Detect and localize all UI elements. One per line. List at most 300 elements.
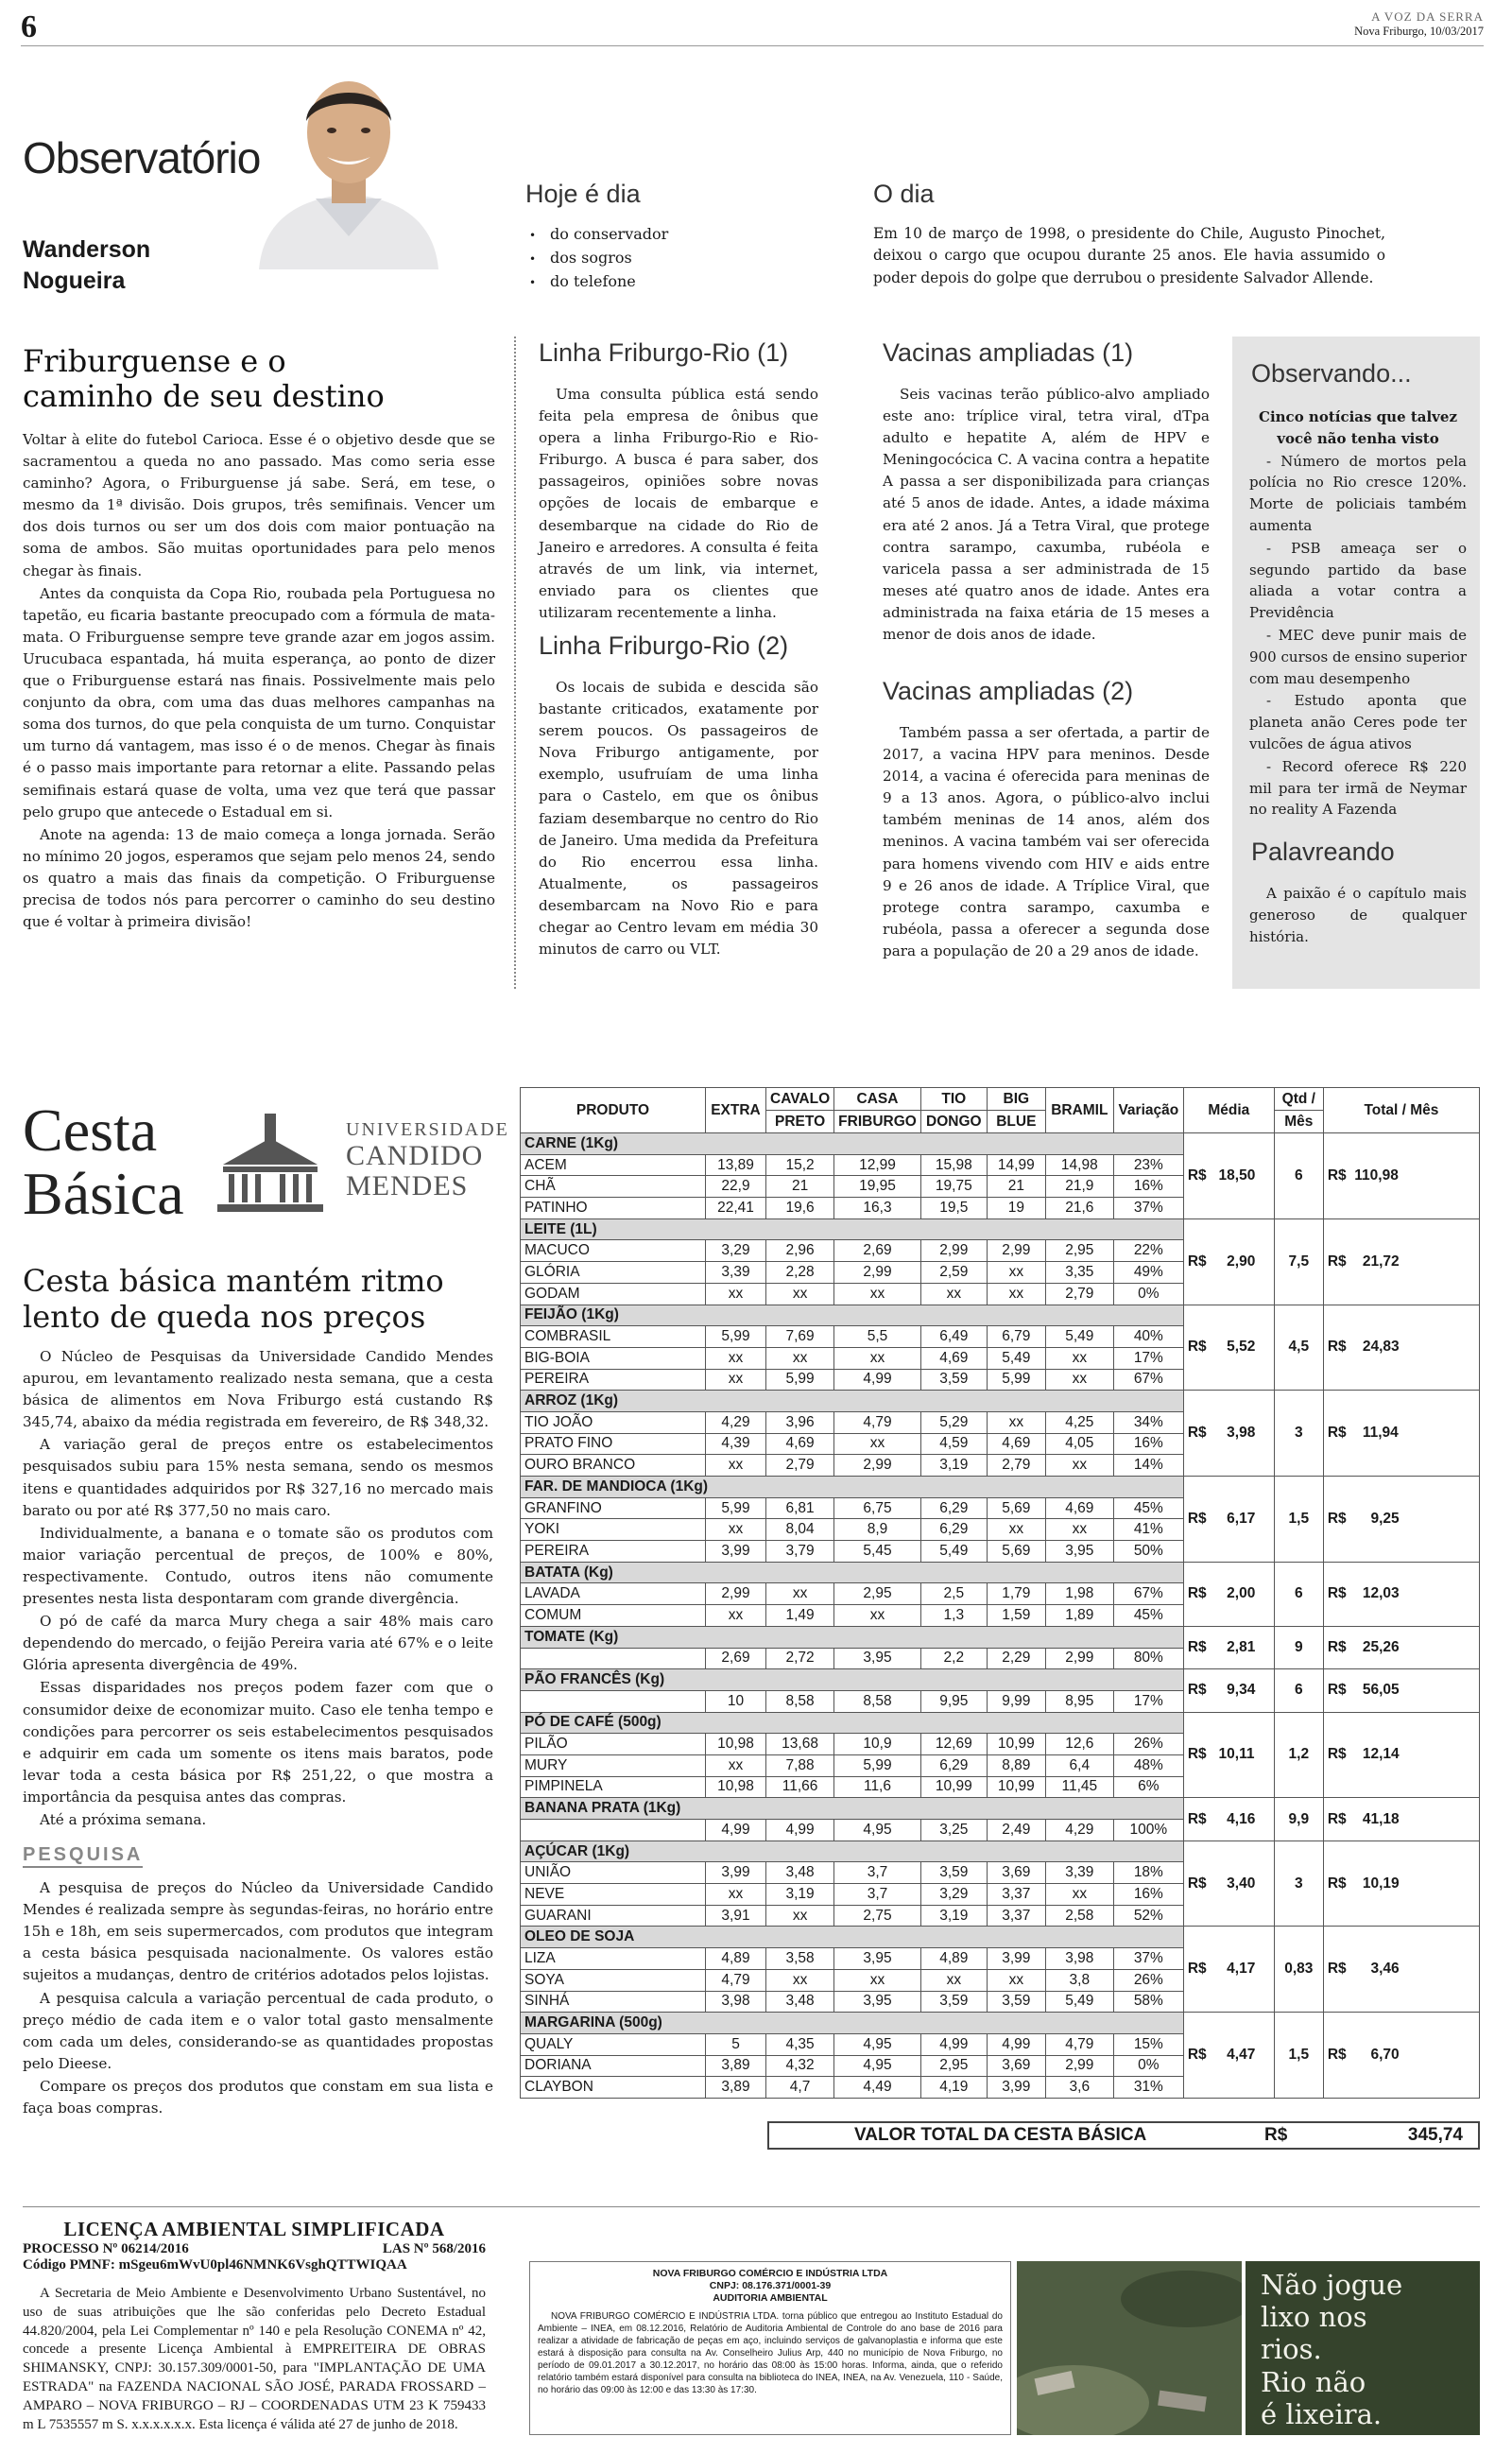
price-cell: 5,69 [987,1497,1045,1519]
group-name: LEITE (1L) [521,1218,1184,1240]
price-cell: xx [987,1519,1045,1541]
price-cell: 3,98 [1045,1948,1113,1970]
price-cell: 10,99 [920,1776,987,1798]
group-header-row [521,1305,1480,1326]
cesta-word: Cesta [23,1097,158,1164]
price-cell: 3,39 [706,1262,766,1284]
price-cell: 3,69 [987,1862,1045,1884]
price-cell: xx [987,1262,1045,1284]
price-cell: xx [766,1583,834,1605]
variation-cell: 16% [1113,1433,1183,1455]
product-name: PIMPINELA [521,1776,706,1798]
group-qtd: 9,9 [1274,1798,1323,1840]
price-cell: 10,98 [706,1776,766,1798]
price-cell: 3,69 [987,2055,1045,2077]
price-cell: 3,7 [834,1884,921,1906]
price-cell: 6,81 [766,1497,834,1519]
variation-cell: 40% [1113,1326,1183,1348]
price-cell: xx [1045,1519,1113,1541]
product-name: MURY [521,1754,706,1776]
price-cell: 4,39 [706,1433,766,1455]
group-media: R$ 2,81 [1183,1626,1274,1668]
group-name: AÇÚCAR (1Kg) [521,1840,1184,1862]
col-total: Total / Mês [1323,1088,1479,1133]
variation-cell: 15% [1113,2033,1183,2055]
variation-cell: 67% [1113,1583,1183,1605]
price-cell: 16,3 [834,1198,921,1219]
fribu-title: Friburguense e o caminho de seu destino [23,343,385,414]
licenca-text: A Secretaria de Meio Ambiente e Desenvolvimento Urbano Sustentável, no uso de suas atribuições que lhe são conferidas pelo Decreto Estadual 44.820/2004, pela Lei Complementar nº 140 e pela Resolução CONEMA nº 42, concede a presente Licença Ambiental à EMPREITEIRA DE OBRAS SHIMANSKY, CNPJ: 30.157.309/0001-50, para "IMPLANTAÇÃO DE UMA ESTRADA" na FAZENDA NACIONAL SÃO JOSÉ, PARADA FROSSARD – AMPARO – NOVA FRIBURGO – RJ – COORDENADAS UTM 23 K 759433 m L 7535557 m S. x.x.x.x.x.x. Esta licença é válida até 27 de junho de 2018. [23,2286,486,2432]
product-name [521,1690,706,1712]
variation-cell: 37% [1113,1948,1183,1970]
ad-line: é lixeira. [1261,2397,1383,2430]
product-name: PEREIRA [521,1369,706,1391]
col-cavalo-2: PRETO [766,1111,834,1133]
variation-cell: 26% [1113,1734,1183,1755]
fribu-paragraph: Anote na agenda: 13 de maio começa a longa jornada. Serão no mínimo 20 jogos, esperamos que sejam pelo menos 24, sendo os quatro a mais das finais da competição. O Friburguense precisa de todos nós para percorrer o caminho do seu destino que é voltar à primeira divisão! [23,825,495,931]
price-cell: 14,98 [1045,1154,1113,1176]
cesta-paragraph: Individualmente, a banana e o tomate são os produtos com maior variação percentual de preços, de 100% e 80%, respectivamente. Contudo, outros itens não comumente presentes nesta lista despontaram com grande divergência. [23,1524,493,1608]
group-name: CARNE (1Kg) [521,1133,1184,1155]
product-name: YOKI [521,1519,706,1541]
price-cell: 10,98 [706,1734,766,1755]
variation-cell: 0% [1113,2055,1183,2077]
price-cell: 11,66 [766,1776,834,1798]
auditoria-cnpj: CNPJ: 08.176.371/0001-39 [709,2280,832,2292]
price-cell: 4,99 [987,2033,1045,2055]
price-cell: 4,69 [1045,1497,1113,1519]
price-cell: 5,29 [920,1411,987,1433]
total-currency: R$ [1264,2125,1288,2145]
price-cell: 21 [766,1176,834,1198]
author-first-name: Wanderson [23,236,151,263]
price-cell: 1,3 [920,1605,987,1627]
variation-cell: 58% [1113,1991,1183,2013]
price-cell: 10,9 [834,1734,921,1755]
author-last-name: Nogueira [23,267,126,294]
licenca-notice [23,2218,486,2434]
river-trash-illustration [1017,2261,1242,2435]
price-cell: 2,28 [766,1262,834,1284]
variation-cell: 17% [1113,1347,1183,1369]
price-cell: 2,95 [920,2055,987,2077]
price-cell: 5,99 [834,1754,921,1776]
price-cell: 3,79 [766,1541,834,1563]
price-cell: 4,49 [834,2077,921,2099]
price-cell: 3,37 [987,1884,1045,1906]
col-media: Média [1183,1088,1274,1133]
palavreando-text: A paixão é o capítulo mais generoso de qualquer história. [1249,885,1467,945]
price-cell: 4,95 [834,1820,921,1841]
price-cell: 1,79 [987,1583,1045,1605]
price-cell: 2,99 [706,1583,766,1605]
price-cell: 4,29 [1045,1820,1113,1841]
odia-title: O dia [873,180,935,208]
price-cell: 3,29 [920,1884,987,1906]
product-name: SINHÁ [521,1991,706,2013]
column-separator [514,337,516,989]
price-cell: 5,99 [706,1497,766,1519]
price-cell: xx [1045,1347,1113,1369]
price-cell: 5,5 [834,1326,921,1348]
fribu-paragraph: Antes da conquista da Copa Rio, roubada pela Portuguesa no tapetão, eu ficaria bastante preocupado com a fórmula de mata-mata. O Friburguense sempre teve grande azar em jogos assim. Urucubaca espantada, há muita esperança, ao ponto de dizer que o Friburguense estará nas finais. Possivelmente mais pelo conjunto da obra, com uma das duas melhores campanhas na soma dos turnos, do que pela conquista de um turno. Conquistar um turno dá vantagem, mas isso é o de menos. Chegar às finais é o passo mais importante para retornar a elite. Passando pelas semifinais estará quase de volta, uma vez que terá que passar pelo grupo que antecede o Estadual em si. [23,584,495,821]
group-media: R$ 9,34 [1183,1669,1274,1712]
price-cell: xx [834,1969,921,1991]
group-header-row [521,1927,1480,1948]
price-cell: 3,89 [706,2077,766,2099]
group-qtd: 4,5 [1274,1305,1323,1391]
logo-line-1: UNIVERSIDADE [346,1119,509,1140]
price-cell: 5,49 [987,1347,1045,1369]
col-tio-1: TIO [920,1088,987,1111]
group-total: R$ 9,25 [1323,1477,1479,1563]
hoje-title: Hoje é dia [525,180,641,208]
price-cell: 4,99 [834,1369,921,1391]
price-cell: xx [987,1283,1045,1305]
price-cell: 19,95 [834,1176,921,1198]
price-cell: 4,69 [766,1433,834,1455]
price-cell: 5,49 [1045,1991,1113,2013]
price-cell: xx [766,1347,834,1369]
cesta-paragraph: Essas disparidades nos preços podem fazer com que o consumidor deixe de economizar muito. Caso ele tenha tempo e condições para percorrer os seis estabelecimentos pesquisados e adquirir em cada um somente os itens mais baratos, pode levar toda a cesta básica por R$ 251,22, o que mostra a importância da pesquisa antes das compras. [23,1679,493,1806]
variation-cell: 14% [1113,1455,1183,1477]
price-cell: 8,95 [1045,1690,1113,1712]
group-qtd: 3 [1274,1391,1323,1477]
price-cell: 6,49 [920,1326,987,1348]
price-cell: xx [1045,1455,1113,1477]
group-media: R$ 4,17 [1183,1927,1274,2013]
group-media: R$ 3,40 [1183,1840,1274,1927]
price-cell: 2,99 [920,1240,987,1262]
odia-text: Em 10 de março de 1998, o presidente do Chile, Augusto Pinochet, deixou o cargo que ocupou durante 25 anos. Ele havia assumido o poder depois do golpe que derrubou o presidente Salvador Allende. [873,225,1385,286]
group-name: OLEO DE SOJA [521,1927,1184,1948]
price-cell: 8,9 [834,1519,921,1541]
price-cell: 3,95 [834,1948,921,1970]
price-cell: 10 [706,1690,766,1712]
price-cell: xx [766,1905,834,1927]
price-cell: 6,29 [920,1519,987,1541]
group-name: MARGARINA (500g) [521,2013,1184,2034]
publication-name: A VOZ DA SERRA [1371,9,1484,24]
price-cell: 2,79 [1045,1283,1113,1305]
price-cell: 3,99 [987,1948,1045,1970]
total-box [767,2121,1480,2150]
price-cell: 3,59 [920,1369,987,1391]
ad-text-panel [1246,2261,1480,2435]
group-total: R$ 25,26 [1323,1626,1479,1668]
product-name: SOYA [521,1969,706,1991]
price-cell: 4,89 [920,1948,987,1970]
price-cell: 1,49 [766,1605,834,1627]
price-cell: 2,29 [987,1648,1045,1669]
variation-cell: 80% [1113,1648,1183,1669]
price-cell: 2,59 [920,1262,987,1284]
price-cell: 4,19 [920,2077,987,2099]
price-cell: 3,96 [766,1411,834,1433]
product-name: QUALY [521,2033,706,2055]
cesta-paragraph: O Núcleo de Pesquisas da Universidade Candido Mendes apurou, em levantamento realizado nesta semana, que a cesta básica de alimentos em Nova Friburgo está custando R$ 345,74, abaixo da média registrada em fevereiro, de R$ 348,32. [23,1348,493,1431]
price-cell: 8,58 [766,1690,834,1712]
hoje-list [529,223,668,293]
hoje-item: • do conservador [529,223,668,247]
price-cell: 6,75 [834,1497,921,1519]
group-header-row [521,1840,1480,1862]
price-cell: 3,19 [920,1455,987,1477]
auditoria-text: NOVA FRIBURGO COMÉRCIO E INDÚSTRIA LTDA. torna público que entregou ao Instituto Estadual do Ambiente – INEA, em 08.12.2016, Relatório de Auditoria Ambiental de Controle do ano base de 2016 para realizar a atividade de fabricação de peças em aço, incluindo serviços de galvanoplastia e informa que este estará à disposição para consulta na Av. Conselheiro Julius Arp, 440 no município de Nova Friburgo, no período de 09.01.2017 a 30.12.2017, no horário das 08:00 às 15:00 horas. Informa, ainda, que o referido relatório também estará disponível para consulta na biblioteca do INEA, INEA, na Av. Venezuela, 110 - Saúde, no horário das 09:00 às 12:00 e das 13:30 às 17:30. [538,2311,1003,2396]
price-cell: 3,99 [706,1541,766,1563]
price-cell: 2,2 [920,1648,987,1669]
variation-cell: 0% [1113,1283,1183,1305]
product-name: PILÃO [521,1734,706,1755]
cesta-heading [23,1097,184,1228]
header-rule [21,45,1484,46]
group-header-row [521,1626,1480,1648]
price-cell: 15,2 [766,1154,834,1176]
variation-cell: 17% [1113,1690,1183,1712]
variation-cell: 45% [1113,1605,1183,1627]
price-cell: 4,99 [920,2033,987,2055]
group-total: R$ 12,14 [1323,1712,1479,1798]
price-cell: 5,49 [920,1541,987,1563]
group-total: R$ 110,98 [1323,1133,1479,1219]
price-cell: 5 [706,2033,766,2055]
price-cell: 4,89 [706,1948,766,1970]
price-table-header [521,1088,1480,1133]
price-cell: 3,19 [920,1905,987,1927]
observando-box [1232,337,1480,989]
price-cell: 3,35 [1045,1262,1113,1284]
price-cell: 3,48 [766,1862,834,1884]
vac1-text: Seis vacinas terão público-alvo ampliado este ano: tríplice viral, tetra viral, dTpa adulto e hepatite A, além de HPV e Meningocócica C. A vacina contra a hepatite A passa a ser disponibilizada para crianças até 5 anos de idade. Antes, a idade máxima era até 2 anos. Já a Tetra Viral, que protege contra sarampo, caxumba, rubéola e varicela passa a ser administrada de 15 meses até quatro anos de idade. Antes era administrada na faixa etária de 15 meses a menor de dois anos de idade. [883,386,1210,644]
price-cell: 3,89 [706,2055,766,2077]
group-total: R$ 6,70 [1323,2013,1479,2099]
price-cell: 22,9 [706,1176,766,1198]
price-cell: 3,59 [920,1862,987,1884]
price-cell: 21,6 [1045,1198,1113,1219]
observando-item: - MEC deve punir mais de 900 cursos de ensino superior com mau desempenho [1249,626,1467,687]
price-cell: 6,4 [1045,1754,1113,1776]
group-name: BATATA (Kg) [521,1562,1184,1583]
price-cell: xx [1045,1369,1113,1391]
product-name: GRANFINO [521,1497,706,1519]
price-cell: 8,89 [987,1754,1045,1776]
page-number: 6 [21,9,37,44]
variation-cell: 37% [1113,1198,1183,1219]
group-total: R$ 41,18 [1323,1798,1479,1840]
price-cell: 6,29 [920,1497,987,1519]
group-name: PÃO FRANCÊS (Kg) [521,1669,1184,1691]
price-cell: xx [987,1411,1045,1433]
logo-line-2: CANDIDO [346,1140,484,1171]
licenca-las: LAS Nº 568/2016 [382,2241,486,2256]
price-cell: xx [706,1369,766,1391]
variation-cell: 16% [1113,1884,1183,1906]
col-extra: EXTRA [706,1088,766,1133]
price-cell: 4,95 [834,2055,921,2077]
price-cell: xx [706,1519,766,1541]
group-qtd: 6 [1274,1133,1323,1219]
price-cell: 3,91 [706,1905,766,1927]
price-cell: 2,99 [834,1455,921,1477]
price-cell: 3,39 [1045,1862,1113,1884]
product-name: PEREIRA [521,1541,706,1563]
price-cell: 2,58 [1045,1905,1113,1927]
price-cell: 7,88 [766,1754,834,1776]
group-header-row [521,1712,1480,1734]
price-cell: 12,99 [834,1154,921,1176]
price-cell: 4,25 [1045,1411,1113,1433]
group-qtd: 1,2 [1274,1712,1323,1798]
group-header-row [521,1477,1480,1498]
group-media: R$ 2,00 [1183,1562,1274,1626]
variation-cell: 34% [1113,1411,1183,1433]
product-name: CLAYBON [521,2077,706,2099]
variation-cell: 48% [1113,1754,1183,1776]
price-cell: 3,59 [920,1991,987,2013]
price-cell: 4,05 [1045,1433,1113,1455]
price-cell: 21 [987,1176,1045,1198]
price-cell: 22,41 [706,1198,766,1219]
vac2-text: Também passa a ser ofertada, a partir de 2017, a vacina HPV para meninos. Desde 2014, a vacina é oferecida para meninas de 9 a 13 anos. Agora, o público-alvo inclui também meninas de 14 anos, além dos meninos. A vacina também vai ser oferecida para homens vivendo com HIV e aids entre 9 e 26 anos de idade. A Tríplice Viral, que protege contra sarampo, caxumba e rubéola, passa a oferecer a segunda dose para a população de 20 a 29 anos de idade. [883,724,1210,959]
basica-word: Básica [23,1160,184,1228]
logo-line-3: MENDES [346,1170,469,1201]
price-cell: xx [766,1283,834,1305]
bottom-rule [23,2206,1480,2207]
variation-cell: 67% [1113,1369,1183,1391]
linha2-text: Os locais de subida e descida são bastante criticados, exatamente por serem poucos. Os passageiros de Nova Friburgo antigamente, por exemplo, usufruíam de uma linha para o Castelo, em que os ônibus faziam desembarque no centro do Rio de Janeiro. Uma medida da Prefeitura do Rio encerrou essa linha. Atualmente, os passageiros desembarcam na Novo Rio e para chegar ao Centro levam em média 30 minutos de carro ou VLT. [539,679,818,959]
col-produto: PRODUTO [521,1088,706,1133]
price-cell: 7,69 [766,1326,834,1348]
licenca-codigo: Código PMNF: mSgeu6mWvU0pl46NMNK6VsghQTTWIQAA [23,2257,407,2273]
price-cell: 4,79 [1045,2033,1113,2055]
price-cell: 9,99 [987,1690,1045,1712]
product-name: LAVADA [521,1583,706,1605]
price-cell: 2,99 [834,1262,921,1284]
linha1-title: Linha Friburgo-Rio (1) [539,338,789,367]
cesta-article-body [23,1346,493,2120]
price-cell: 5,99 [766,1369,834,1391]
price-cell: xx [706,1754,766,1776]
col-bramil: BRAMIL [1045,1088,1113,1133]
total-label: VALOR TOTAL DA CESTA BÁSICA [854,2125,1147,2145]
variation-cell: 41% [1113,1519,1183,1541]
variation-cell: 49% [1113,1262,1183,1284]
price-cell: 6,29 [920,1754,987,1776]
group-name: FAR. DE MANDIOCA (1Kg) [521,1477,1184,1498]
pesquisa-paragraph: Compare os preços dos produtos que constam em sua lista e faça boas compras. [23,2077,493,2117]
product-name: COMBRASIL [521,1326,706,1348]
price-cell: xx [834,1433,921,1455]
price-table-body [521,1133,1480,2099]
group-media: R$ 4,16 [1183,1798,1274,1840]
price-cell: 5,49 [1045,1326,1113,1348]
product-name: ACEM [521,1154,706,1176]
ad-line: rios. [1261,2333,1322,2366]
auditoria-header [538,2268,1003,2305]
price-cell: 4,95 [834,2033,921,2055]
price-cell: 3,59 [987,1991,1045,2013]
group-media: R$ 4,47 [1183,2013,1274,2099]
product-name: NEVE [521,1884,706,1906]
observando-item: - PSB ameaça ser o segundo partido da base aliada a votar contra a Previdência [1249,539,1467,622]
cesta-article-title: Cesta básica mantém ritmo lento de queda nos preços [23,1263,444,1336]
price-cell: 3,98 [706,1991,766,2013]
price-cell: 2,79 [987,1455,1045,1477]
group-header-row [521,1669,1480,1691]
price-cell: 4,29 [706,1411,766,1433]
group-qtd: 3 [1274,1840,1323,1927]
author-photo [221,66,476,269]
vac1-title: Vacinas ampliadas (1) [883,338,1134,367]
price-cell: 3,95 [834,1648,921,1669]
price-cell: 12,6 [1045,1734,1113,1755]
price-cell: 8,58 [834,1690,921,1712]
price-cell: 3,95 [834,1991,921,2013]
group-total: R$ 56,05 [1323,1669,1479,1712]
price-cell: 2,96 [766,1240,834,1262]
group-media: R$ 10,11 [1183,1712,1274,1798]
price-cell: 4,69 [987,1433,1045,1455]
price-cell: 2,99 [987,1240,1045,1262]
price-cell: 2,95 [1045,1240,1113,1262]
product-name: CHÃ [521,1176,706,1198]
cesta-paragraph: A variação geral de preços entre os estabelecimentos pesquisados subiu para 15% nesta semana, sendo os mesmos itens e quantidades adquiridos por R$ 327,16 no mercado mais barato ou por até R$ 377,50 no mais caro. [23,1436,493,1519]
auditoria-notice [529,2261,1011,2435]
col-big-2: BLUE [987,1111,1045,1133]
price-cell: 5,69 [987,1541,1045,1563]
observando-lead: Cinco notícias que talvez você não tenha visto [1259,408,1457,447]
price-cell: xx [1045,1884,1113,1906]
fribu-body [23,429,495,934]
price-cell: 14,99 [987,1154,1045,1176]
price-cell: 2,99 [1045,2055,1113,2077]
group-header-row [521,2013,1480,2034]
group-header-row [521,1218,1480,1240]
col-big-1: BIG [987,1088,1045,1111]
product-name: GLÓRIA [521,1262,706,1284]
variation-cell: 6% [1113,1776,1183,1798]
hoje-item: • do telefone [529,270,668,294]
variation-cell: 50% [1113,1541,1183,1563]
ad-line: Rio não [1261,2365,1366,2398]
cesta-paragraph: O pó de café da marca Mury chega a sair 48% mais caro dependendo do mercado, o feijão Pereira varia até 67% e o leite Glória apresenta divergência de 49%. [23,1613,493,1674]
price-cell: xx [706,1283,766,1305]
price-cell: 4,59 [920,1433,987,1455]
price-cell: xx [920,1969,987,1991]
group-media: R$ 5,52 [1183,1305,1274,1391]
group-header-row [521,1798,1480,1820]
cesta-paragraph: Até a próxima semana. [40,1810,207,1828]
column-title: Observatório [23,133,261,182]
observando-item: - Número de mortos pela polícia no Rio cresce 120%. Morte de policiais também aumenta [1249,452,1467,534]
group-total: R$ 11,94 [1323,1391,1479,1477]
price-cell: 3,37 [987,1905,1045,1927]
group-name: TOMATE (Kg) [521,1626,1184,1648]
price-cell: 5,99 [706,1326,766,1348]
building-icon [214,1110,327,1221]
price-cell: 2,69 [834,1240,921,1262]
environment-ad [1017,2261,1242,2435]
ad-line: Não jogue [1261,2269,1403,2301]
price-cell: 2,99 [1045,1648,1113,1669]
price-cell: xx [706,1884,766,1906]
price-cell: xx [706,1605,766,1627]
price-cell: 3,19 [766,1884,834,1906]
pesquisa-paragraph: A pesquisa calcula a variação percentual de cada produto, o preço médio de cada item e o valor total gasto mensalmente com cada um deles, considerando-se as quantidades propostas pelo Dieese. [23,1989,493,2072]
price-cell: 10,99 [987,1776,1045,1798]
price-cell: xx [766,1969,834,1991]
price-cell: 19,5 [920,1198,987,1219]
